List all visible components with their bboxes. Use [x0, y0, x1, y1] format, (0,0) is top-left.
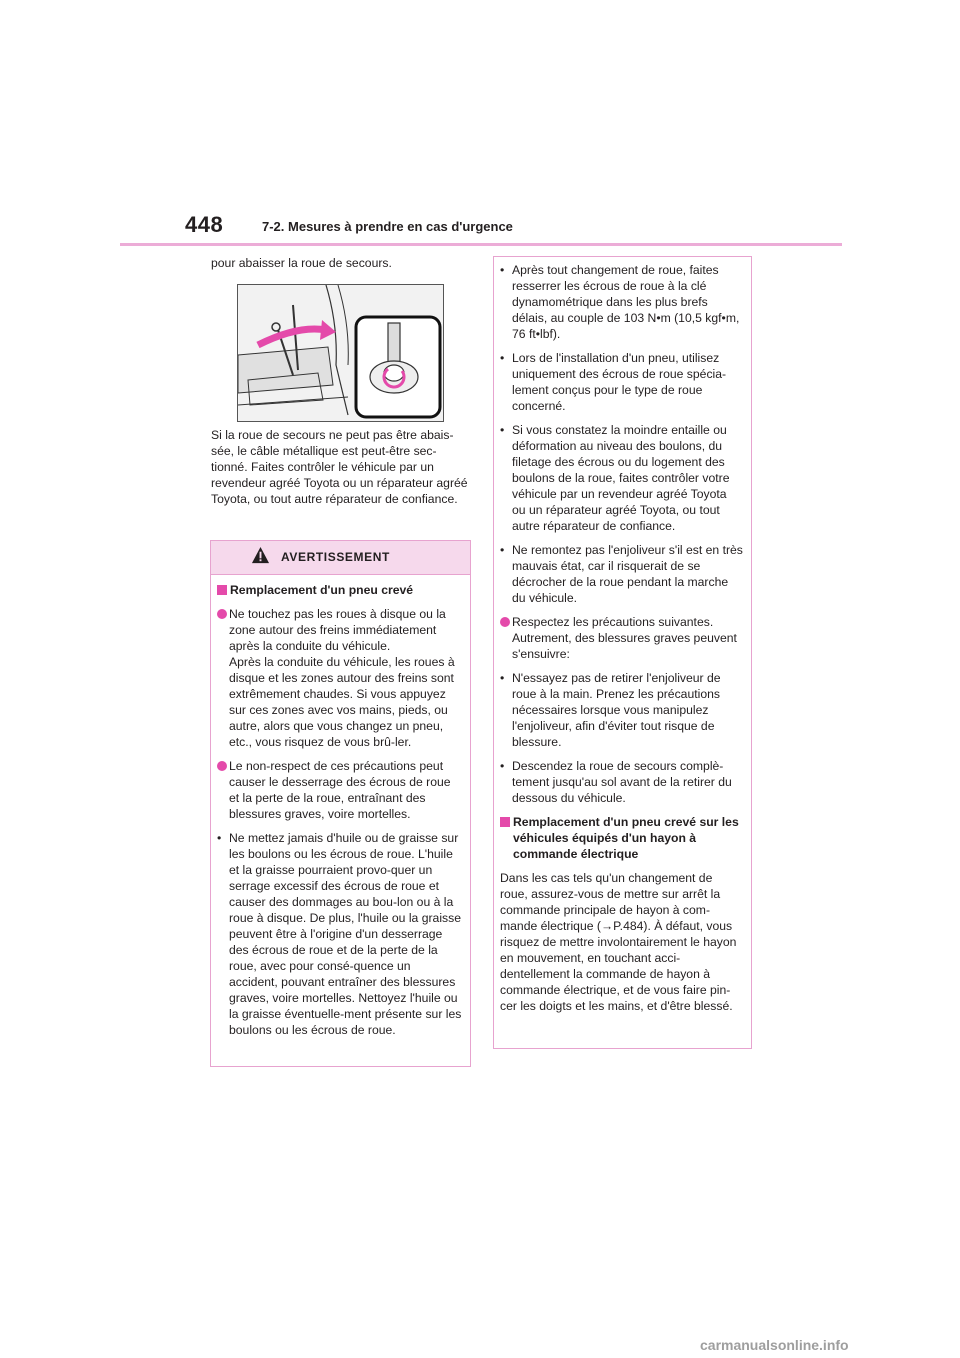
- info-heading: Remplacement d'un pneu crevé sur les véhicules équipés d'un hayon à commande électrique: [500, 814, 743, 862]
- dot-bullet: •: [500, 543, 505, 557]
- page-number: 448: [185, 212, 224, 237]
- square-bullet-icon: [217, 585, 227, 595]
- warning-item: Ne touchez pas les roues à disque ou la zone autour des freins immédiatement après la conduite du véhicule. Après la conduite du véhicule, les roues à disque et les zones autour des freins sont extrêmement chaudes. Si vous appuyez sur ces zones avec vos mains, pieds, ou autre, alors que vous changez un pneu, etc., vous risquez de vous brû-ler.: [217, 606, 462, 750]
- header-rule: [120, 243, 842, 246]
- info-item: • N'essayez pas de retirer l'enjoliveur de roue à la main. Prenez les précautions nécessaires lorsque vous manipulez l'enjoliveur, afin d'éviter tout risque de blessure.: [500, 671, 721, 749]
- info-item: Respectez les précautions suivantes. Autrement, des blessures graves peuvent s'ensuivre:: [500, 614, 743, 662]
- info-item: • Ne remontez pas l'enjoliveur s'il est en très mauvais état, car il risquerait de se décrocher de la roue pendant la marche du véhicule.: [500, 543, 743, 605]
- left-column-intro: [211, 255, 469, 271]
- dot-bullet: •: [500, 423, 505, 437]
- info-item: • Après tout changement de roue, faites resserrer les écrous de roue à la clé dynamométrique dans les plus brefs délais, au couple de 103 N•m (10,5 kgf•m, 76 ft•lbf).: [500, 263, 740, 341]
- circle-bullet-icon: [500, 617, 510, 627]
- info-body: [494, 257, 751, 1014]
- info-item: • Si vous constatez la moindre entaille ou déformation au niveau des boulons, du filetage des écrous ou du logement des boulons de la roue, faites contrôler votre véhicule par un revendeur agréé Toyota ou un réparateur agréé Toyota, ou tout autre réparateur de confiance.: [500, 423, 730, 533]
- dot-bullet: •: [500, 263, 505, 277]
- warning-heading: Remplacement d'un pneu crevé: [217, 582, 462, 598]
- square-bullet-icon: [500, 817, 510, 827]
- warning-title: AVERTISSEMENT: [281, 550, 390, 564]
- circle-bullet-icon: [217, 761, 227, 771]
- dot-bullet: •: [500, 759, 505, 773]
- warning-header: [211, 541, 470, 575]
- info-paragraph: Dans les cas tels qu'un changement de roue, assurez-vous de mettre sur arrêt la commande principale de hayon à com-mande électrique (→P.484). À défaut, vous risquez de mettre involontairement le hayon en mouvement, en touchant acci-dentellement la commande de hayon à commande électrique, et de vous faire pin-cer les doigts et les mains, et d'être blessé.: [500, 871, 737, 1013]
- warning-box: [210, 540, 471, 1067]
- section-title: 7-2. Mesures à prendre en cas d'urgence: [262, 219, 513, 234]
- watermark: carmanualsonline.info: [700, 1337, 849, 1353]
- dot-bullet: •: [217, 831, 222, 845]
- intro-text-2: Si la roue de secours ne peut pas être abais-sée, le câble métallique est peut-être sec-tionné. Faites contrôler le véhicule par un revendeur agréé Toyota ou un réparateur agréé Toyota, ou tout autre réparateur de confiance.: [211, 428, 468, 506]
- info-box: [493, 256, 752, 1049]
- warning-triangle-icon: [251, 546, 270, 565]
- intro-text-1: pour abaisser la roue de secours.: [211, 256, 392, 270]
- warning-item: • Ne mettez jamais d'huile ou de graisse sur les boulons ou les écrous de roue. L'huile et la graisse pourraient provo-quer un serrage excessif des écrous de roue et causer des dommages au bou-lon ou à la roue à disque. De plus, l'huile ou la graisse peuvent être à l'origine d'un desserrage des écrous de roue et de la perte de la roue, avec pour consé-quence un accident, pouvant entraîner des blessures graves, voire mortelles. Nettoyez l'huile ou la graisse éventuelle-ment présente sur les boulons ou les écrous de roue.: [217, 831, 462, 1037]
- spare-tire-illustration: [237, 284, 444, 422]
- info-item: • Lors de l'installation d'un pneu, utilisez uniquement des écrous de roue spécia-lement conçus pour le type de roue concerné.: [500, 351, 727, 413]
- circle-bullet-icon: [217, 609, 227, 619]
- warning-body: [211, 575, 470, 1038]
- warning-item-continuation: Après la conduite du véhicule, les roues à disque et les zones autour des freins sont extrêmement chaudes. Si vous appuyez sur ces zones avec vos mains, pieds, ou autre, alors que vous changez un pneu, etc., vous risquez de vous brû-ler.: [229, 655, 455, 749]
- dot-bullet: •: [500, 351, 505, 365]
- dot-bullet: •: [500, 671, 505, 685]
- warning-item: Le non-respect de ces précautions peut causer le desserrage des écrous de roue et la perte de la roue, entraînant des blessures graves, voire mortelles.: [217, 758, 462, 822]
- info-item: • Descendez la roue de secours complè-tement jusqu'au sol avant de la retirer du dessous du véhicule.: [500, 759, 732, 805]
